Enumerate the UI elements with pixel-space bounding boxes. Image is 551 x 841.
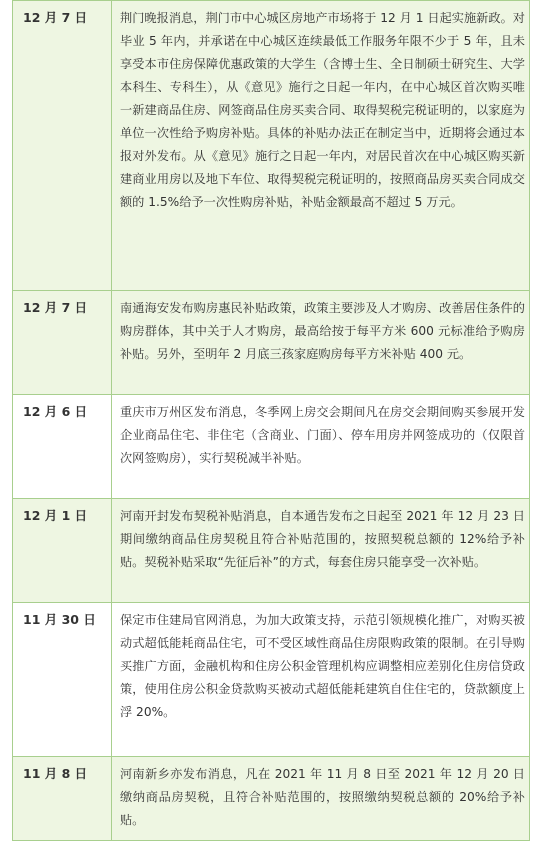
- date-cell: 12 月 7 日: [13, 1, 112, 291]
- policy-text-cell: 荆门晚报消息，荆门市中心城区房地产市场将于 12 月 1 日起实施新政。对毕业 5 年内，并承诺在中心城区连续最低工作服务年限不少于 5 年，且未享受本市住房保障优惠政策的大学生（含博士生、全日制硕士研究生、大学本科生、专科生），从《意见》施行之日起一年内，在中心城区首次购买唯一新建商品住房、网签商品住房买卖合同、取得契税完税证明的，以家庭为单位一次性给予购房补贴。具体的补贴办法正在制定当中，近期将会通过本报对外发布。从《意见》施行之日起一年内，对居民首次在中心城区购买新建商业用房以及地下车位、取得契税完税证明的，按照商品房买卖合同成交额的 1.5%给予一次性购房补贴，补贴金额最高不超过 5 万元。: [112, 1, 530, 291]
- table-row: [13, 291, 530, 395]
- date-cell: 12 月 6 日: [13, 395, 112, 499]
- date-cell: 12 月 1 日: [13, 499, 112, 603]
- policy-text-cell: 保定市住建局官网消息，为加大政策支持，示范引领规模化推广，对购买被动式超低能耗商品住宅，可不受区域性商品住房限购政策的限制。在引导购买推广方面，金融机构和住房公积金管理机构应调整相应差别化住房信贷政策，使用住房公积金贷款购买被动式超低能耗建筑自住住宅的，贷款额度上浮 20%。: [112, 603, 530, 757]
- date-cell: 11 月 30 日: [13, 603, 112, 757]
- table-row: [13, 603, 530, 757]
- date-cell: 12 月 7 日: [13, 291, 112, 395]
- table-row: [13, 499, 530, 603]
- table-row: [13, 395, 530, 499]
- policy-text-cell: 河南新乡亦发布消息，凡在 2021 年 11 月 8 日至 2021 年 12 月 20 日缴纳商品房契税，且符合补贴范围的，按照缴纳契税总额的 20%给予补贴。: [112, 757, 530, 841]
- table-row: [13, 1, 530, 291]
- policy-text-cell: 南通海安发布购房惠民补贴政策，政策主要涉及人才购房、改善居住条件的购房群体，其中关于人才购房，最高给按于每平方米 600 元标准给予购房补贴。另外，至明年 2 月底三孩家庭购房每平方米补贴 400 元。: [112, 291, 530, 395]
- policy-text-cell: 重庆市万州区发布消息，冬季网上房交会期间凡在房交会期间购买参展开发企业商品住宅、非住宅（含商业、门面）、停车用房并网签成功的（仅限首次网签购房），实行契税减半补贴。: [112, 395, 530, 499]
- policy-table: [12, 0, 530, 841]
- date-cell: 11 月 8 日: [13, 757, 112, 841]
- table-row: [13, 757, 530, 841]
- policy-text-cell: 河南开封发布契税补贴消息，自本通告发布之日起至 2021 年 12 月 23 日期间缴纳商品住房契税且符合补贴范围的，按照契税总额的 12%给予补贴。契税补贴采取“先征后补”的方式，每套住房只能享受一次补贴。: [112, 499, 530, 603]
